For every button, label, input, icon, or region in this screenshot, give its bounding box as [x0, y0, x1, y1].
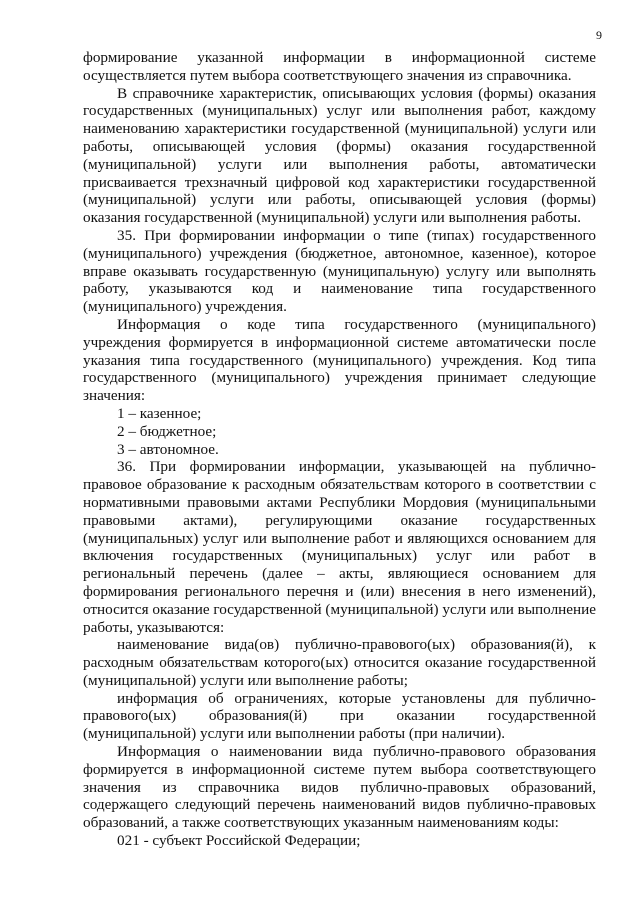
paragraph: информация об ограничениях, которые установлены для публично-правового(ых) образования(й) при оказании государственной (муниципальной) услуги или выполнении работы (при наличии).: [83, 689, 596, 743]
paragraph: формирование указанной информации в информационной системе осуществляется путем выбора соответствующего значения из справочника.: [83, 49, 596, 84]
document-body: [83, 49, 596, 850]
list-item: 2 – бюджетное;: [117, 422, 217, 440]
paragraph: Информация о коде типа государственного (муниципального) учреждения формируется в информационной системе автоматически после указания типа государственного (муниципального) учреждения. Код типа государственного (муниципального) учреждения принимает следующие значения:: [83, 315, 596, 405]
paragraph: наименование вида(ов) публично-правового(ых) образования(й), к расходным обязательствам которого(ых) относится оказание государственной (муниципальной) услуги или выполнение работы;: [83, 636, 596, 689]
paragraph-35: 35. При формировании информации о типе (типах) государственного (муниципального) учреждения (бюджетное, автономное, казенное), которое вправе оказывать государственную (муниципальную) услугу или выполнять работу, указываются код и наименование типа государственного (муниципального) учреждения.: [83, 226, 596, 316]
paragraph: В справочнике характеристик, описывающих условия (формы) оказания государственных (муниципальных) услуг или выполнения работ, каждому наименованию характеристики государственной (муниципальной) услуги или работы, описывающей условия (формы) оказания государственной (муниципальной) услуги или выполнения работы, автоматически присваивается трехзначный цифровой код характеристики государственной (муниципальной) услуги или работы, описывающей условия (формы) оказания государственной (муниципальной) услуги или выполнения работы.: [83, 84, 596, 227]
page-number: 9: [596, 28, 602, 42]
list-item: 1 – казенное;: [117, 404, 202, 422]
list-item: 021 - субъект Российской Федерации;: [117, 832, 361, 850]
paragraph: Информация о наименовании вида публично-правового образования формируется в информационной системе путем выбора соответствующего значения из справочника видов публично-правовых образований, содержащего следующий перечень наименований видов публично-правовых образований, а также соответствующих указанным наименованиям коды:: [83, 743, 596, 832]
list-item: 3 – автономное.: [117, 440, 219, 458]
paragraph-36: 36. При формировании информации, указывающей на публично-правовое образование к расходным обязательствам которого в соответствии с нормативными правовыми актами Республики Мордовия (муниципальными правовыми актами), регулирующими оказание государственных (муниципальных) услуг или выполнение работ и являющихся основанием для включения государственных (муниципальных) услуг или работ в региональный перечень (далее – акты, являющиеся основанием для формирования регионального перечня и (или) внесения в него изменений), относится оказание государственной (муниципальной) услуги или выполнение работы, указываются:: [83, 458, 597, 636]
